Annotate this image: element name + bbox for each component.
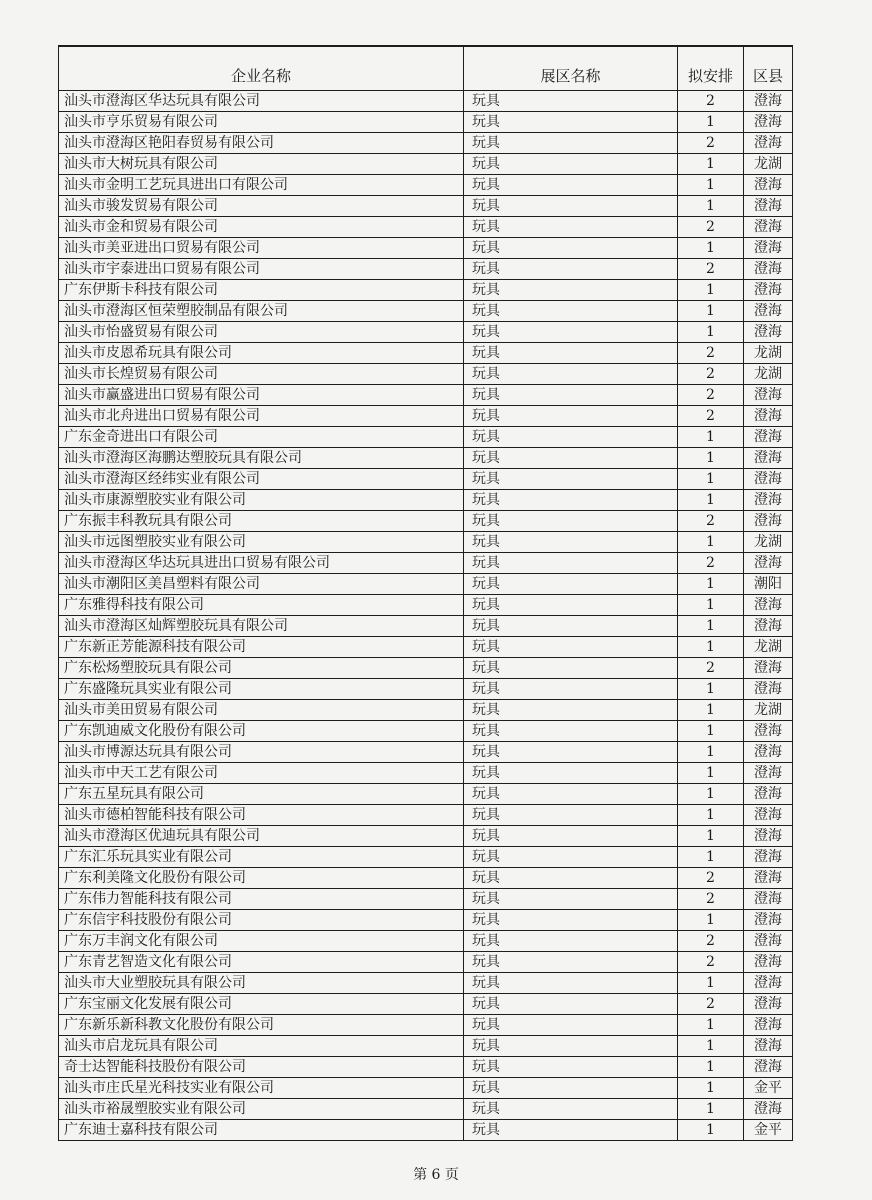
header-row (59, 46, 793, 91)
district-cell: 澄海 (744, 238, 793, 259)
table-row (59, 805, 793, 826)
company-name-cell: 汕头市潮阳区美昌塑料有限公司 (59, 574, 464, 595)
company-name-cell: 汕头市大业塑胶玩具有限公司 (59, 973, 464, 994)
planned-count-cell: 2 (678, 91, 744, 112)
table-row (59, 532, 793, 553)
table-row (59, 847, 793, 868)
planned-count-cell: 1 (678, 301, 744, 322)
planned-count-cell: 2 (678, 364, 744, 385)
planned-count-cell: 2 (678, 406, 744, 427)
zone-name-cell: 玩具 (464, 280, 678, 301)
table-row (59, 343, 793, 364)
district-cell: 澄海 (744, 112, 793, 133)
company-name-cell: 汕头市皮恩希玩具有限公司 (59, 343, 464, 364)
header-company-name: 企业名称 (59, 46, 464, 91)
planned-count-cell: 2 (678, 343, 744, 364)
company-name-cell: 汕头市赢盛进出口贸易有限公司 (59, 385, 464, 406)
table-row (59, 133, 793, 154)
district-cell: 龙湖 (744, 532, 793, 553)
district-cell: 澄海 (744, 868, 793, 889)
district-cell: 澄海 (744, 406, 793, 427)
zone-name-cell: 玩具 (464, 742, 678, 763)
planned-count-cell: 1 (678, 238, 744, 259)
table-header (59, 46, 793, 91)
company-name-cell: 广东五星玩具有限公司 (59, 784, 464, 805)
planned-count-cell: 1 (678, 1078, 744, 1099)
company-name-cell: 汕头市庄氏星光科技实业有限公司 (59, 1078, 464, 1099)
planned-count-cell: 1 (678, 490, 744, 511)
district-cell: 龙湖 (744, 343, 793, 364)
district-cell: 澄海 (744, 931, 793, 952)
company-name-cell: 汕头市北舟进出口贸易有限公司 (59, 406, 464, 427)
district-cell: 龙湖 (744, 637, 793, 658)
district-cell: 澄海 (744, 427, 793, 448)
district-cell: 澄海 (744, 133, 793, 154)
company-name-cell: 汕头市澄海区灿辉塑胶玩具有限公司 (59, 616, 464, 637)
district-cell: 澄海 (744, 805, 793, 826)
zone-name-cell: 玩具 (464, 112, 678, 133)
table-row (59, 1078, 793, 1099)
company-name-cell: 广东盛隆玩具实业有限公司 (59, 679, 464, 700)
company-table (58, 45, 793, 1141)
district-cell: 潮阳 (744, 574, 793, 595)
planned-count-cell: 1 (678, 847, 744, 868)
table-row (59, 952, 793, 973)
zone-name-cell: 玩具 (464, 133, 678, 154)
planned-count-cell: 2 (678, 259, 744, 280)
district-cell: 澄海 (744, 448, 793, 469)
planned-count-cell: 1 (678, 826, 744, 847)
district-cell: 澄海 (744, 847, 793, 868)
district-cell: 澄海 (744, 826, 793, 847)
zone-name-cell: 玩具 (464, 238, 678, 259)
district-cell: 龙湖 (744, 700, 793, 721)
table-row (59, 238, 793, 259)
zone-name-cell: 玩具 (464, 700, 678, 721)
company-name-cell: 汕头市中天工艺有限公司 (59, 763, 464, 784)
planned-count-cell: 1 (678, 1099, 744, 1120)
table-row (59, 910, 793, 931)
table-row (59, 175, 793, 196)
planned-count-cell: 2 (678, 658, 744, 679)
company-table-wrapper (58, 45, 792, 1141)
zone-name-cell: 玩具 (464, 364, 678, 385)
planned-count-cell: 2 (678, 889, 744, 910)
planned-count-cell: 1 (678, 154, 744, 175)
table-row (59, 679, 793, 700)
company-name-cell: 汕头市美亚进出口贸易有限公司 (59, 238, 464, 259)
header-planned-count: 拟安排 (678, 46, 744, 91)
district-cell: 澄海 (744, 910, 793, 931)
planned-count-cell: 1 (678, 574, 744, 595)
company-name-cell: 汕头市宇泰进出口贸易有限公司 (59, 259, 464, 280)
district-cell: 澄海 (744, 952, 793, 973)
company-name-cell: 汕头市美田贸易有限公司 (59, 700, 464, 721)
table-row (59, 196, 793, 217)
zone-name-cell: 玩具 (464, 1015, 678, 1036)
table-row (59, 112, 793, 133)
company-name-cell: 广东万丰润文化有限公司 (59, 931, 464, 952)
planned-count-cell: 1 (678, 280, 744, 301)
company-name-cell: 广东迪士嘉科技有限公司 (59, 1120, 464, 1141)
company-name-cell: 汕头市澄海区经纬实业有限公司 (59, 469, 464, 490)
planned-count-cell: 1 (678, 805, 744, 826)
district-cell: 澄海 (744, 616, 793, 637)
zone-name-cell: 玩具 (464, 175, 678, 196)
planned-count-cell: 1 (678, 784, 744, 805)
planned-count-cell: 1 (678, 637, 744, 658)
zone-name-cell: 玩具 (464, 553, 678, 574)
table-row (59, 322, 793, 343)
table-row (59, 826, 793, 847)
district-cell: 澄海 (744, 742, 793, 763)
zone-name-cell: 玩具 (464, 385, 678, 406)
district-cell: 澄海 (744, 889, 793, 910)
district-cell: 澄海 (744, 1015, 793, 1036)
company-name-cell: 广东松炀塑胶玩具有限公司 (59, 658, 464, 679)
zone-name-cell: 玩具 (464, 1078, 678, 1099)
planned-count-cell: 2 (678, 385, 744, 406)
zone-name-cell: 玩具 (464, 1036, 678, 1057)
district-cell: 澄海 (744, 1036, 793, 1057)
table-row (59, 490, 793, 511)
company-name-cell: 汕头市博源达玩具有限公司 (59, 742, 464, 763)
zone-name-cell: 玩具 (464, 406, 678, 427)
table-row (59, 1015, 793, 1036)
district-cell: 澄海 (744, 511, 793, 532)
zone-name-cell: 玩具 (464, 511, 678, 532)
zone-name-cell: 玩具 (464, 658, 678, 679)
zone-name-cell: 玩具 (464, 469, 678, 490)
table-row (59, 553, 793, 574)
planned-count-cell: 1 (678, 1036, 744, 1057)
table-row (59, 364, 793, 385)
planned-count-cell: 2 (678, 553, 744, 574)
zone-name-cell: 玩具 (464, 427, 678, 448)
company-name-cell: 汕头市裕晟塑胶实业有限公司 (59, 1099, 464, 1120)
planned-count-cell: 1 (678, 175, 744, 196)
planned-count-cell: 1 (678, 763, 744, 784)
company-name-cell: 汕头市康源塑胶实业有限公司 (59, 490, 464, 511)
planned-count-cell: 2 (678, 994, 744, 1015)
district-cell: 澄海 (744, 658, 793, 679)
zone-name-cell: 玩具 (464, 910, 678, 931)
table-row (59, 658, 793, 679)
zone-name-cell: 玩具 (464, 721, 678, 742)
company-name-cell: 汕头市澄海区华达玩具进出口贸易有限公司 (59, 553, 464, 574)
table-row (59, 469, 793, 490)
district-cell: 澄海 (744, 784, 793, 805)
company-name-cell: 广东振丰科教玩具有限公司 (59, 511, 464, 532)
planned-count-cell: 1 (678, 595, 744, 616)
district-cell: 澄海 (744, 679, 793, 700)
zone-name-cell: 玩具 (464, 1099, 678, 1120)
company-name-cell: 汕头市澄海区华达玩具有限公司 (59, 91, 464, 112)
company-name-cell: 广东伊斯卡科技有限公司 (59, 280, 464, 301)
table-row (59, 994, 793, 1015)
table-row (59, 931, 793, 952)
zone-name-cell: 玩具 (464, 574, 678, 595)
table-row (59, 511, 793, 532)
zone-name-cell: 玩具 (464, 532, 678, 553)
table-row (59, 91, 793, 112)
table-row (59, 1057, 793, 1078)
company-name-cell: 广东雅得科技有限公司 (59, 595, 464, 616)
company-name-cell: 汕头市骏发贸易有限公司 (59, 196, 464, 217)
planned-count-cell: 1 (678, 196, 744, 217)
district-cell: 澄海 (744, 217, 793, 238)
table-row (59, 1099, 793, 1120)
company-name-cell: 广东青艺智造文化有限公司 (59, 952, 464, 973)
planned-count-cell: 1 (678, 1120, 744, 1141)
table-row (59, 259, 793, 280)
district-cell: 金平 (744, 1078, 793, 1099)
planned-count-cell: 1 (678, 910, 744, 931)
company-name-cell: 奇士达智能科技股份有限公司 (59, 1057, 464, 1078)
district-cell: 澄海 (744, 196, 793, 217)
planned-count-cell: 2 (678, 931, 744, 952)
planned-count-cell: 1 (678, 700, 744, 721)
company-name-cell: 汕头市金明工艺玩具进出口有限公司 (59, 175, 464, 196)
planned-count-cell: 1 (678, 469, 744, 490)
zone-name-cell: 玩具 (464, 763, 678, 784)
table-row (59, 742, 793, 763)
company-name-cell: 汕头市怡盛贸易有限公司 (59, 322, 464, 343)
zone-name-cell: 玩具 (464, 490, 678, 511)
district-cell: 龙湖 (744, 154, 793, 175)
district-cell: 澄海 (744, 994, 793, 1015)
zone-name-cell: 玩具 (464, 259, 678, 280)
planned-count-cell: 1 (678, 616, 744, 637)
planned-count-cell: 2 (678, 133, 744, 154)
company-name-cell: 汕头市澄海区海鹏达塑胶玩具有限公司 (59, 448, 464, 469)
zone-name-cell: 玩具 (464, 595, 678, 616)
zone-name-cell: 玩具 (464, 805, 678, 826)
zone-name-cell: 玩具 (464, 931, 678, 952)
district-cell: 澄海 (744, 280, 793, 301)
table-row (59, 721, 793, 742)
company-name-cell: 汕头市澄海区艳阳春贸易有限公司 (59, 133, 464, 154)
zone-name-cell: 玩具 (464, 868, 678, 889)
company-name-cell: 汕头市亨乐贸易有限公司 (59, 112, 464, 133)
header-district: 区县 (744, 46, 793, 91)
page-number: 第 6 页 (413, 1167, 459, 1183)
district-cell: 澄海 (744, 175, 793, 196)
district-cell: 澄海 (744, 490, 793, 511)
company-name-cell: 汕头市德柏智能科技有限公司 (59, 805, 464, 826)
table-row (59, 637, 793, 658)
table-row (59, 616, 793, 637)
company-name-cell: 广东金奇进出口有限公司 (59, 427, 464, 448)
district-cell: 澄海 (744, 469, 793, 490)
planned-count-cell: 2 (678, 511, 744, 532)
planned-count-cell: 1 (678, 322, 744, 343)
zone-name-cell: 玩具 (464, 301, 678, 322)
table-row (59, 1120, 793, 1141)
planned-count-cell: 1 (678, 721, 744, 742)
table-row (59, 280, 793, 301)
zone-name-cell: 玩具 (464, 616, 678, 637)
planned-count-cell: 1 (678, 742, 744, 763)
company-name-cell: 广东汇乐玩具实业有限公司 (59, 847, 464, 868)
zone-name-cell: 玩具 (464, 1057, 678, 1078)
zone-name-cell: 玩具 (464, 154, 678, 175)
table-row (59, 784, 793, 805)
planned-count-cell: 1 (678, 679, 744, 700)
zone-name-cell: 玩具 (464, 1120, 678, 1141)
district-cell: 澄海 (744, 91, 793, 112)
table-row (59, 973, 793, 994)
zone-name-cell: 玩具 (464, 784, 678, 805)
zone-name-cell: 玩具 (464, 889, 678, 910)
planned-count-cell: 2 (678, 952, 744, 973)
company-name-cell: 广东利美隆文化股份有限公司 (59, 868, 464, 889)
district-cell: 澄海 (744, 973, 793, 994)
district-cell: 金平 (744, 1120, 793, 1141)
planned-count-cell: 1 (678, 1057, 744, 1078)
table-row (59, 406, 793, 427)
table-row (59, 1036, 793, 1057)
planned-count-cell: 1 (678, 532, 744, 553)
table-row (59, 889, 793, 910)
table-row (59, 448, 793, 469)
district-cell: 澄海 (744, 301, 793, 322)
company-name-cell: 汕头市大树玩具有限公司 (59, 154, 464, 175)
table-row (59, 763, 793, 784)
company-name-cell: 汕头市启龙玩具有限公司 (59, 1036, 464, 1057)
zone-name-cell: 玩具 (464, 994, 678, 1015)
zone-name-cell: 玩具 (464, 637, 678, 658)
zone-name-cell: 玩具 (464, 343, 678, 364)
planned-count-cell: 1 (678, 1015, 744, 1036)
district-cell: 澄海 (744, 322, 793, 343)
table-row (59, 868, 793, 889)
company-name-cell: 汕头市长煌贸易有限公司 (59, 364, 464, 385)
zone-name-cell: 玩具 (464, 91, 678, 112)
district-cell: 澄海 (744, 763, 793, 784)
zone-name-cell: 玩具 (464, 973, 678, 994)
company-name-cell: 广东信宇科技股份有限公司 (59, 910, 464, 931)
district-cell: 澄海 (744, 259, 793, 280)
planned-count-cell: 1 (678, 112, 744, 133)
zone-name-cell: 玩具 (464, 448, 678, 469)
company-name-cell: 广东新正芳能源科技有限公司 (59, 637, 464, 658)
zone-name-cell: 玩具 (464, 826, 678, 847)
table-row (59, 427, 793, 448)
zone-name-cell: 玩具 (464, 196, 678, 217)
zone-name-cell: 玩具 (464, 217, 678, 238)
company-name-cell: 汕头市远图塑胶实业有限公司 (59, 532, 464, 553)
district-cell: 澄海 (744, 595, 793, 616)
planned-count-cell: 2 (678, 868, 744, 889)
zone-name-cell: 玩具 (464, 847, 678, 868)
table-row (59, 154, 793, 175)
table-row (59, 217, 793, 238)
table-row (59, 595, 793, 616)
district-cell: 澄海 (744, 553, 793, 574)
district-cell: 澄海 (744, 721, 793, 742)
table-row (59, 385, 793, 406)
company-name-cell: 广东新乐新科教文化股份有限公司 (59, 1015, 464, 1036)
table-body (59, 91, 793, 1141)
planned-count-cell: 1 (678, 427, 744, 448)
district-cell: 澄海 (744, 1099, 793, 1120)
company-name-cell: 汕头市澄海区恒荣塑胶制品有限公司 (59, 301, 464, 322)
district-cell: 龙湖 (744, 364, 793, 385)
company-name-cell: 广东伟力智能科技有限公司 (59, 889, 464, 910)
company-name-cell: 汕头市金和贸易有限公司 (59, 217, 464, 238)
zone-name-cell: 玩具 (464, 952, 678, 973)
planned-count-cell: 1 (678, 973, 744, 994)
company-name-cell: 广东凯迪威文化股份有限公司 (59, 721, 464, 742)
company-name-cell: 广东宝丽文化发展有限公司 (59, 994, 464, 1015)
zone-name-cell: 玩具 (464, 322, 678, 343)
planned-count-cell: 2 (678, 217, 744, 238)
table-row (59, 574, 793, 595)
zone-name-cell: 玩具 (464, 679, 678, 700)
district-cell: 澄海 (744, 385, 793, 406)
table-row (59, 700, 793, 721)
district-cell: 澄海 (744, 1057, 793, 1078)
planned-count-cell: 1 (678, 448, 744, 469)
header-zone-name: 展区名称 (464, 46, 678, 91)
table-row (59, 301, 793, 322)
company-name-cell: 汕头市澄海区优迪玩具有限公司 (59, 826, 464, 847)
